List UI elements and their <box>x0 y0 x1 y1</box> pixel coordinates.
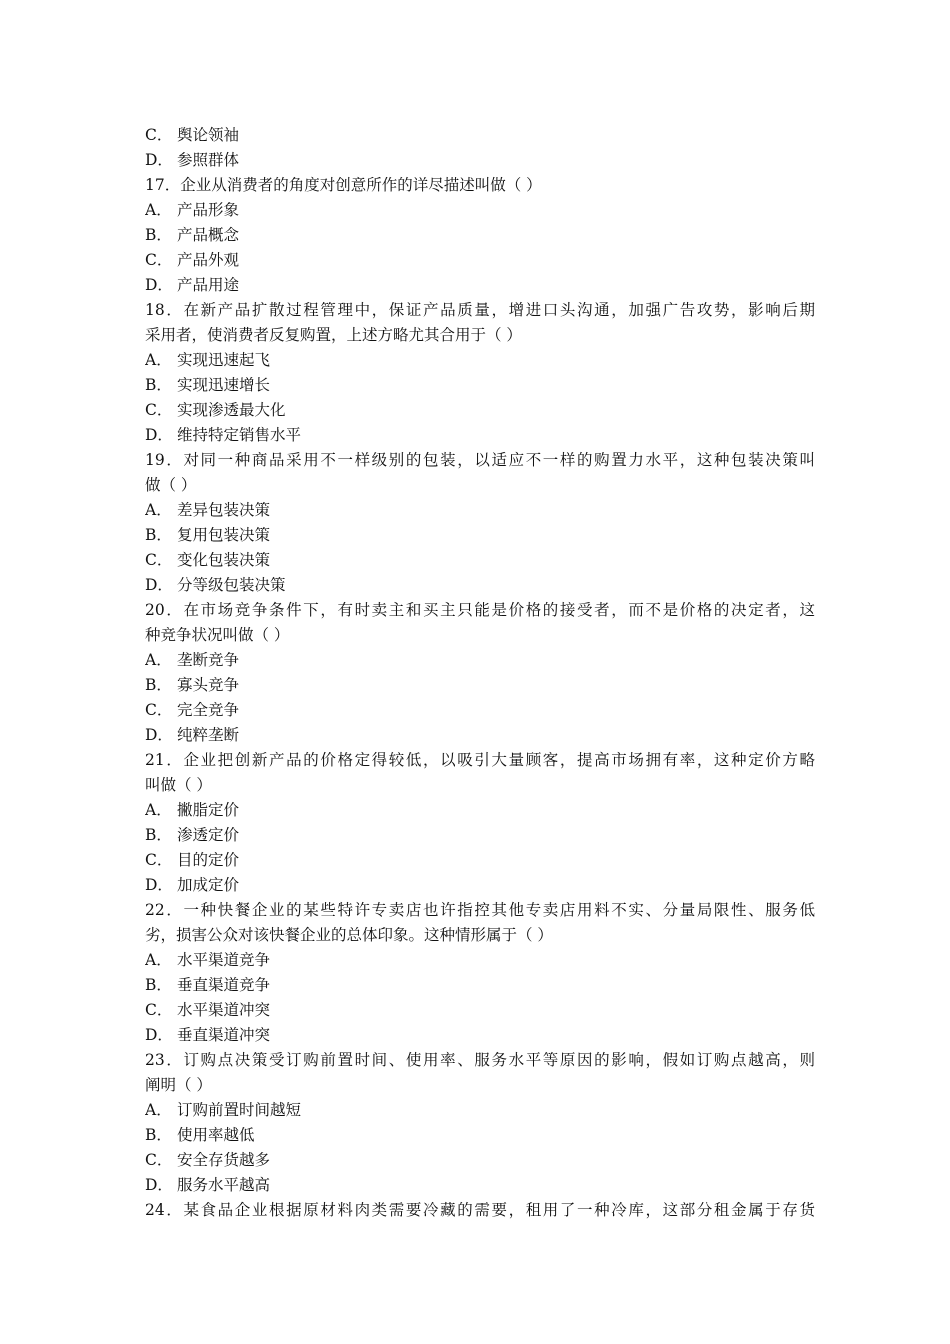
question-24: 24．某食品企业根据原材料肉类需要冷藏的需要，租用了一种冷库，这部分租金属于存货 <box>145 1201 815 1219</box>
option-label: C． <box>145 551 173 569</box>
option-text: 实现迅速增长 <box>177 376 271 394</box>
option-label: B． <box>145 526 172 544</box>
option-text: 分等级包装决策 <box>177 576 286 594</box>
option-text: 产品形象 <box>177 201 240 219</box>
option-label: C． <box>145 701 173 719</box>
option-line <box>145 673 815 698</box>
option-text: 参照群体 <box>177 151 240 169</box>
option-text: 维持特定销售水平 <box>177 426 302 444</box>
option-label: D． <box>145 151 173 169</box>
option-line <box>145 123 815 148</box>
option-text: 产品外观 <box>177 251 240 269</box>
option-line <box>145 423 815 448</box>
option-line <box>145 1148 815 1173</box>
question-23: 23．订购点决策受订购前置时间、使用率、服务水平等原因的影响，假如订购点越高，则 <box>145 1051 815 1069</box>
option-line <box>145 223 815 248</box>
option-text: 实现迅速起飞 <box>177 351 271 369</box>
option-line <box>145 1123 815 1148</box>
option-label: D． <box>145 726 173 744</box>
option-line <box>145 198 815 223</box>
question-18: 18．在新产品扩散过程管理中，保证产品质量，增进口头沟通，加强广告攻势，影响后期 <box>145 301 815 319</box>
option-label: B． <box>145 826 172 844</box>
option-label: A． <box>145 1101 172 1119</box>
option-line <box>145 1173 815 1198</box>
option-label: B． <box>145 676 172 694</box>
document-page <box>145 123 815 1223</box>
option-text: 产品用途 <box>177 276 240 294</box>
option-line <box>145 523 815 548</box>
option-label: C． <box>145 251 173 269</box>
option-line <box>145 948 815 973</box>
option-line <box>145 998 815 1023</box>
question-19-continued: 做（ ） <box>145 476 197 494</box>
option-text: 撇脂定价 <box>177 801 240 819</box>
option-line <box>145 973 815 998</box>
option-text: 水平渠道冲突 <box>177 1001 271 1019</box>
option-label: B． <box>145 376 172 394</box>
option-line <box>145 498 815 523</box>
option-label: D． <box>145 1176 173 1194</box>
option-label: D． <box>145 876 173 894</box>
question-17: 17．企业从消费者的角度对创意所作的详尽描述叫做（ ） <box>145 176 542 194</box>
question-18-continued: 采用者，使消费者反复购置，上述方略尤其合用于（ ） <box>145 326 522 344</box>
option-text: 订购前置时间越短 <box>177 1101 302 1119</box>
option-label: A． <box>145 951 172 969</box>
option-label: D． <box>145 276 173 294</box>
option-line <box>145 548 815 573</box>
option-label: A． <box>145 501 172 519</box>
option-label: C． <box>145 126 173 144</box>
question-20-continued: 种竞争状况叫做（ ） <box>145 626 290 644</box>
option-text: 舆论领袖 <box>177 126 240 144</box>
option-line <box>145 573 815 598</box>
option-text: 水平渠道竞争 <box>177 951 271 969</box>
option-text: 使用率越低 <box>177 1126 255 1144</box>
question-22: 22．一种快餐企业的某些特许专卖店也许指控其他专卖店用料不实、分量局限性、服务低 <box>145 901 815 919</box>
option-line <box>145 848 815 873</box>
question-21: 21．企业把创新产品的价格定得较低，以吸引大量顾客，提高市场拥有率，这种定价方略 <box>145 751 815 769</box>
option-line <box>145 398 815 423</box>
option-line <box>145 348 815 373</box>
option-label: B． <box>145 226 172 244</box>
option-label: C． <box>145 1151 173 1169</box>
option-label: D． <box>145 576 173 594</box>
option-line <box>145 873 815 898</box>
question-21-continued: 叫做（ ） <box>145 776 212 794</box>
option-text: 实现渗透最大化 <box>177 401 286 419</box>
option-text: 变化包装决策 <box>177 551 271 569</box>
option-text: 渗透定价 <box>177 826 240 844</box>
question-19: 19．对同一种商品采用不一样级别的包装，以适应不一样的购置力水平，这种包装决策叫 <box>145 451 815 469</box>
option-text: 产品概念 <box>177 226 240 244</box>
option-label: A． <box>145 351 172 369</box>
option-line <box>145 273 815 298</box>
option-label: B． <box>145 1126 172 1144</box>
option-label: B． <box>145 976 172 994</box>
option-text: 目的定价 <box>177 851 240 869</box>
option-label: D． <box>145 1026 173 1044</box>
option-line <box>145 798 815 823</box>
option-line <box>145 823 815 848</box>
option-line <box>145 373 815 398</box>
option-label: D． <box>145 426 173 444</box>
option-label: C． <box>145 851 173 869</box>
question-22-continued: 劣，损害公众对该快餐企业的总体印象。这种情形属于（ ） <box>145 926 553 944</box>
option-text: 纯粹垄断 <box>177 726 240 744</box>
option-label: C． <box>145 401 173 419</box>
question-20: 20．在市场竞争条件下，有时卖主和买主只能是价格的接受者，而不是价格的决定者，这 <box>145 601 815 619</box>
option-text: 加成定价 <box>177 876 240 894</box>
option-label: A． <box>145 801 172 819</box>
option-line <box>145 248 815 273</box>
option-line <box>145 648 815 673</box>
option-text: 垂直渠道竞争 <box>177 976 271 994</box>
option-text: 垂直渠道冲突 <box>177 1026 271 1044</box>
option-line <box>145 1098 815 1123</box>
question-23-continued: 阐明（ ） <box>145 1076 212 1094</box>
option-label: C． <box>145 1001 173 1019</box>
option-line <box>145 1023 815 1048</box>
option-line <box>145 148 815 173</box>
option-label: A． <box>145 651 172 669</box>
option-text: 垄断竞争 <box>177 651 240 669</box>
option-text: 完全竞争 <box>177 701 240 719</box>
option-text: 安全存货越多 <box>177 1151 271 1169</box>
option-label: A． <box>145 201 172 219</box>
option-text: 服务水平越高 <box>177 1176 271 1194</box>
option-line <box>145 723 815 748</box>
option-text: 复用包装决策 <box>177 526 271 544</box>
option-line <box>145 698 815 723</box>
option-text: 寡头竞争 <box>177 676 240 694</box>
option-text: 差异包装决策 <box>177 501 271 519</box>
